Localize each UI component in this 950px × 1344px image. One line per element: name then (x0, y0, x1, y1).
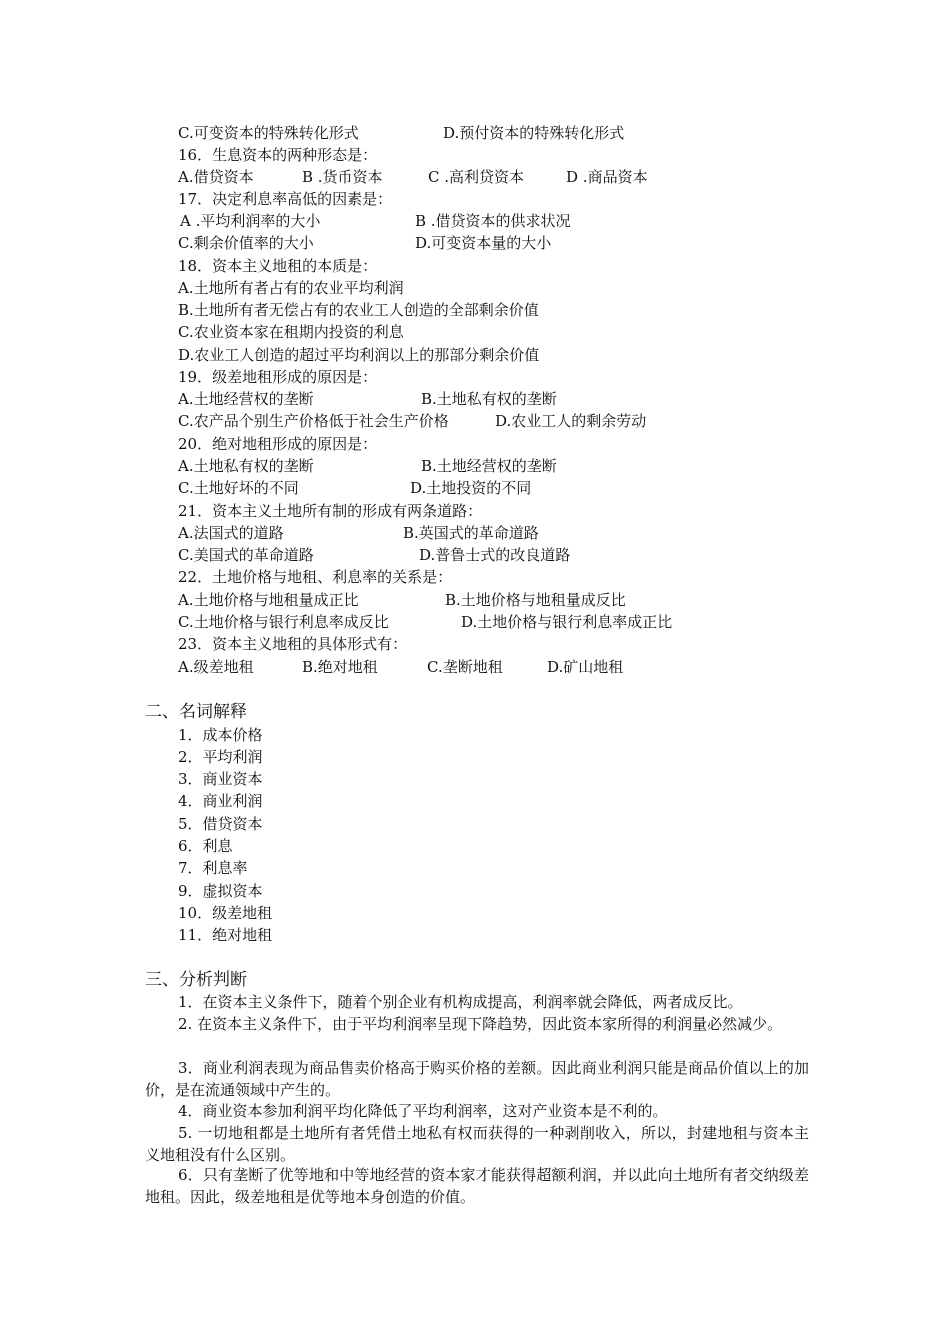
q18-option-c: C.农业资本家在租期内投资的利息 (178, 323, 404, 341)
judgment-item: 1．在资本主义条件下，随着个别企业有机构成提高，利润率就会降低，两者成反比。 (178, 993, 743, 1011)
q15-option-c: C.可变资本的特殊转化形式 (178, 124, 359, 142)
term-item: 6．利息 (178, 837, 233, 855)
q23-stem: 23．资本主义地租的具体形式有： (178, 635, 408, 653)
q16-option-d: D .商品资本 (566, 168, 648, 186)
q20-option-d: D.土地投资的不同 (410, 479, 532, 497)
q20-stem: 20．绝对地租形成的原因是： (178, 435, 378, 453)
q23-option-a: A.级差地租 (178, 658, 254, 676)
q23-option-c: C.垄断地租 (427, 658, 503, 676)
term-item: 9．虚拟资本 (178, 882, 263, 900)
q23-option-d: D.矿山地租 (547, 658, 624, 676)
q21-stem: 21．资本主义土地所有制的形成有两条道路： (178, 502, 483, 520)
q22-option-c: C.土地价格与银行利息率成反比 (178, 613, 389, 631)
q15-option-d: D.预付资本的特殊转化形式 (443, 124, 625, 142)
q22-option-d: D.土地价格与银行利息率成正比 (461, 613, 673, 631)
section2-heading: 二、名词解释 (145, 702, 247, 722)
q16-option-b: B .货币资本 (302, 168, 383, 186)
q19-stem: 19．级差地租形成的原因是： (178, 368, 378, 386)
q22-option-b: B.土地价格与地租量成反比 (445, 591, 626, 609)
term-item: 3．商业资本 (178, 770, 263, 788)
term-item: 2．平均利润 (178, 748, 263, 766)
q19-option-d: D.农业工人的剩余劳动 (495, 412, 647, 430)
q16-stem: 16．生息资本的两种形态是： (178, 146, 378, 164)
judgment-item: 4．商业资本参加利润平均化降低了平均利润率，这对产业资本是不利的。 (178, 1102, 668, 1120)
q18-option-d: D.农业工人创造的超过平均利润以上的那部分剩余价值 (178, 346, 540, 364)
section3-heading: 三、分析判断 (145, 970, 247, 990)
q16-option-a: A.借贷资本 (178, 168, 254, 186)
q20-option-c: C.土地好坏的不同 (178, 479, 299, 497)
q21-option-a: A.法国式的道路 (178, 524, 284, 542)
term-item: 1．成本价格 (178, 726, 263, 744)
q19-option-b: B.土地私有权的垄断 (421, 390, 557, 408)
judgment-item: 3．商业利润表现为商品售卖价格高于购买价格的差额。因此商业利润只能是商品价值以上的加价，是在流通领域中产生的。 (145, 1059, 809, 1099)
q17-option-a: A .平均利润率的大小 (180, 212, 321, 230)
term-item: 7．利息率 (178, 859, 248, 877)
q22-option-a: A.土地价格与地租量成正比 (178, 591, 359, 609)
judgment-item: 5. 一切地租都是土地所有者凭借土地私有权而获得的一种剥削收入，所以，封建地租与资本主义地租没有什么区别。 (145, 1124, 809, 1164)
q17-option-d: D.可变资本量的大小 (415, 234, 552, 252)
q21-option-c: C.美国式的革命道路 (178, 546, 314, 564)
q19-option-c: C.农产品个别生产价格低于社会生产价格 (178, 412, 449, 430)
term-item: 11．绝对地租 (178, 926, 273, 944)
q19-option-a: A.土地经营权的垄断 (178, 390, 314, 408)
q17-stem: 17．决定利息率高低的因素是： (178, 190, 393, 208)
judgment-item: 2. 在资本主义条件下，由于平均利润率呈现下降趋势，因此资本家所得的利润量必然减少。 (178, 1015, 783, 1033)
q18-option-b: B.土地所有者无偿占有的农业工人创造的全部剩余价值 (178, 301, 539, 319)
term-item: 4．商业利润 (178, 792, 263, 810)
q18-option-a: A.土地所有者占有的农业平均利润 (178, 279, 404, 297)
judgment-item: 6．只有垄断了优等地和中等地经营的资本家才能获得超额利润，并以此向土地所有者交纳级差地租。因此，级差地租是优等地本身创造的价值。 (145, 1166, 809, 1206)
q16-option-c: C .高利贷资本 (428, 168, 525, 186)
q17-option-b: B .借贷资本的供求状况 (415, 212, 571, 230)
q22-stem: 22．土地价格与地租、利息率的关系是： (178, 568, 453, 586)
term-item: 5．借贷资本 (178, 815, 263, 833)
q18-stem: 18．资本主义地租的本质是： (178, 257, 378, 275)
q23-option-b: B.绝对地租 (302, 658, 378, 676)
term-item: 10．级差地租 (178, 904, 273, 922)
q20-option-a: A.土地私有权的垄断 (178, 457, 314, 475)
q20-option-b: B.土地经营权的垄断 (421, 457, 557, 475)
q21-option-d: D.普鲁士式的改良道路 (419, 546, 571, 564)
q21-option-b: B.英国式的革命道路 (403, 524, 539, 542)
q17-option-c: C.剩余价值率的大小 (178, 234, 314, 252)
